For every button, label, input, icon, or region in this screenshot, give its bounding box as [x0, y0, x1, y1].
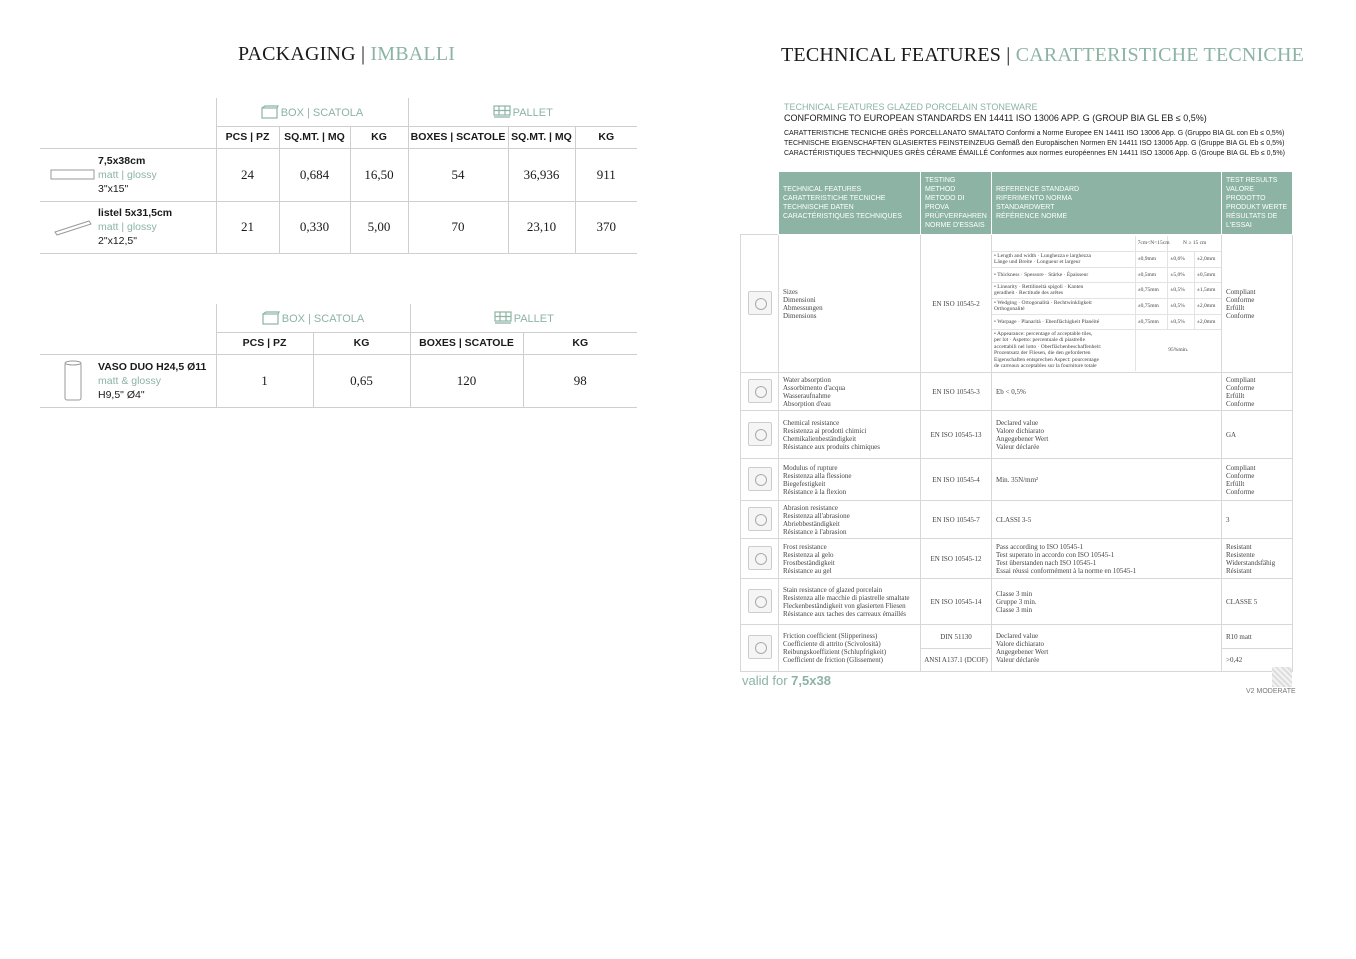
- table-row: 7,5x38cm matt | glossy 3"x15" 24 0,684 16,50 54 36,936 911: [40, 148, 637, 201]
- col-header: KG: [350, 126, 408, 148]
- friction-coefficient-icon: [748, 635, 772, 659]
- tile-image: [48, 169, 98, 181]
- box-group-header: BOX | SCATOLA: [216, 98, 408, 126]
- table-row: Friction coefficient (Slipperiness) Coefficiente di attrito (Scivolosità) Reibungskoeffizient (Schlupfrigkeit) Coefficient de friction (Glissement) DIN 51130 Declared value Valore dichiarato Angegebener Wert Valeur déclarée R10 matt: [741, 625, 1293, 649]
- table-row: listel 5x31,5cm matt | glossy 2"x12,5" 21 0,330 5,00 70 23,10 370: [40, 201, 637, 253]
- table-row: Stain resistance of glazed porcelain Resistenza alle macchie di piastrelle smaltate Fleckenbeständigkeit von glasierten Fliesen Résistance aux taches des carreaux émaillés EN ISO 10545-14 Classe 3 min Gruppe 3 min. Classe 3 min CLASSE 5: [741, 579, 1293, 625]
- col-header: KG: [575, 126, 637, 148]
- modulus-of-rupture-icon: [748, 467, 772, 491]
- col-header: PCS | PZ: [216, 126, 279, 148]
- packaging-table-vase: [40, 304, 637, 408]
- box-group-header: BOX | SCATOLA: [216, 304, 410, 332]
- table-row: Water absorption Assorbimento d'acqua Wasseraufnahme Absorption d'eau EN ISO 10545-3 Eb < 0,5% Compliant Conforme Erfüllt Conforme: [741, 373, 1293, 411]
- stain-resistance-icon: [748, 589, 772, 613]
- moderate-variation-icon: [1272, 667, 1292, 687]
- frost-resistance-icon: [748, 546, 772, 570]
- tech-header: TECHNICAL FEATURES GLAZED PORCELAIN STONEWARE CONFORMING TO EUROPEAN STANDARDS EN 14411 ISO 13006 APP. G (GROUP BIA GL EB ≤ 0,5%) CARATTERISTICHE TECNICHE GRÈS PORCELLANATO SMALTATO Conformi a Norme Europee EN 14411 ISO 13006 App. G (Gruppo BIA GL con Eb ≤ 0,5%) TECHNISCHE EIGENSCHAFTEN GLASIERTES FEINSTEINZEUG Gemäß den Europäischen Normen EN 14411 ISO 13006 App. G (Gruppe BIA GL Eb ≤ 0,5%) CARACTÉRISTIQUES TECHNIQUES GRÈS CÉRAME ÉMAILLÉ Conformes aux normes européennes EN 14411 ISO 13006 App. G (Groupe BIA GL Eb ≤ 0,5%): [784, 102, 1285, 157]
- sizes-subtable: 7cm<N<15cm N ≥ 15 cm • Length and width · Lunghezza e larghezza Länge und Breite · Longueur et largeur ±0,9mm ±0,6% ±2,0mm • Thickness · Spessore · Stärke · Épaisseur ±0,5mm ±5,0% ±0,5mm • Linearity · Rettilineità spigoli · Kanten geradheit · Rectitude des arêtes ±0,75mm ±0,5% ±1,5mm • Wedging · Ortogonalità · Rechtwinkligkeit Orthogonalité ±0,75mm ±0,5% ±2,0mm • Warpage · Planarità · Ebenflächigkeit Planéité ±0,75mm ±0,5% ±2,0mm • Appearance: percentage of acceptable tiles, per lot · Aspetto: percentuale di piastrelle accettabili nel lotto · Oberflächenbeschaffenheit: Prozentsatz der Fliesen, die den geforderten Eigenschaften entsprechen Aspect: pourcentage de carreaux acceptables sur la fourniture totale 95%min.: [992, 236, 1221, 371]
- header-results: TEST RESULTS VALORE PRODOTTO PRODUKT WERTE RÉSULTATS DE L'ESSAI: [1222, 172, 1293, 235]
- valid-for-note: valid for 7,5x38: [742, 673, 831, 688]
- water-absorption-icon: [748, 379, 772, 403]
- table-row: VASO DUO H24,5 Ø11 matt & glossy H9,5" Ø4" 1 0,65 120 98: [40, 354, 637, 407]
- pallet-group-header: PALLET: [408, 98, 637, 126]
- box-icon: [262, 311, 280, 325]
- col-header: SQ.MT. | MQ: [279, 126, 350, 148]
- col-header: PCS | PZ: [216, 332, 313, 354]
- variation-label: V2 MODERATE: [1246, 688, 1296, 695]
- chemical-resistance-icon: [748, 422, 772, 446]
- sizes-icon: [748, 291, 772, 315]
- pallet-group-header: PALLET: [410, 304, 637, 332]
- packaging-table-tiles: [40, 98, 637, 254]
- table-row: Frost resistance Resistenza al gelo Frostbeständigkeit Résistance au gel EN ISO 10545-12 Pass according to ISO 10545-1 Test superato in accordo con ISO 10545-1 Test überstanden nach ISO 10545-1 Essai réussi conformément à la norme en 10545-1 Resistant Resistente Widerstandsfähig Résistant: [741, 539, 1293, 579]
- table-row: ANSI A137.1 (DCOF) >0,42: [741, 649, 1293, 672]
- col-header: KG: [313, 332, 410, 354]
- abrasion-resistance-icon: [748, 507, 772, 531]
- col-header: BOXES | SCATOLE: [410, 332, 523, 354]
- header-method: TESTING METHOD METODO DI PROVA PRÜFVERFAHREN NORME D'ESSAIS: [921, 172, 992, 235]
- box-icon: [261, 105, 279, 119]
- header-reference: REFERENCE STANDARD RIFERIMENTO NORMA STANDARDWERT RÉFÉRENCE NORME: [992, 172, 1222, 235]
- vase-image: [48, 360, 98, 402]
- col-header: KG: [523, 332, 637, 354]
- technical-features-title: TECHNICAL FEATURES | CARATTERISTICHE TECNICHE: [781, 44, 1305, 66]
- table-row: Abrasion resistance Resistenza all'abrasione Abriebbeständigkeit Résistance à l'abrasion EN ISO 10545-7 CLASSI 3-5 3: [741, 501, 1293, 539]
- packaging-title: PACKAGING | IMBALLI: [238, 43, 456, 65]
- listel-image: [48, 218, 98, 236]
- table-row: Chemical resistance Resistenza ai prodotti chimici Chemikalienbeständigkeit Résistance aux produits chimiques EN ISO 10545-13 Declared value Valore dichiarato Angegebener Wert Valeur déclarée GA: [741, 411, 1293, 459]
- col-header: SQ.MT. | MQ: [508, 126, 575, 148]
- col-header: BOXES | SCATOLE: [408, 126, 508, 148]
- pallet-icon: [493, 105, 511, 119]
- table-row: Modulus of rupture Resistenza alla flessione Biegefestigkeit Résistance à la flexion EN ISO 10545-4 Min. 35N/mm² Compliant Conforme Erfüllt Conforme: [741, 459, 1293, 501]
- pallet-icon: [494, 311, 512, 325]
- table-row: Sizes Dimensioni Abmessungen Dimensions EN ISO 10545-2 7cm<N<15cm N ≥ 15 cm • Length and width · Lunghezza e larghezza Länge und Breite · Longueur et largeur ±0,9mm ±0,6% ±2,0mm • Thickness · Spessore · Stärke · Épaisseur ±0,5mm ±5,0% ±0,5mm • Linearity · Rettilineità spigoli · Kanten geradheit · Rectitude des arêtes ±0,75mm ±0,5% ±1,5mm • Wedging · Ortogonalità · Rechtwinkligkeit Orthogonalité ±0,75mm ±0,5% ±2,0mm • Warpage · Planarità · Ebenflächigkeit Planéité ±0,75mm ±0,5% ±2,0mm • Appearance: percentage of acceptable tiles, per lot · Aspetto: percentuale di piastrelle accettabili nel lotto · Oberflächenbeschaffenheit: Prozentsatz der Fliesen, die den geforderten Eigenschaften entsprechen Aspect: pourcentage de carreaux acceptables sur la fourniture totale 95%min. Compliant Conforme Erfüllt Conforme: [741, 235, 1293, 373]
- technical-table: [740, 171, 1293, 672]
- header-features: TECHNICAL FEATURES CARATTERISTICHE TECNICHE TECHNISCHE DATEN CARACTÉRISTIQUES TECHNIQUES: [779, 172, 921, 235]
